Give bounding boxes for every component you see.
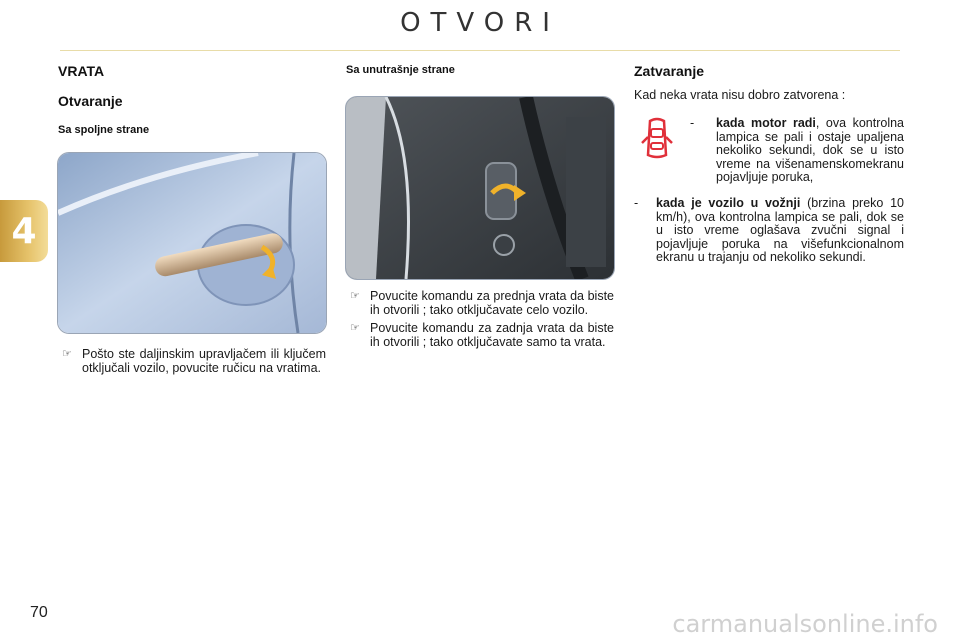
header-rule [60,50,900,51]
subsection-title: Otvaranje [58,93,123,109]
inside-title: Sa unutrašnje strane [346,64,455,76]
chapter-number: 4 [11,210,37,252]
outside-title: Sa spoljne strane [58,124,150,136]
watermark: carmanualsonline.info [672,610,938,638]
chapter-tab [0,200,48,262]
inside-handle-figure [345,96,615,280]
list-item: ☞ Povucite komandu za zadnja vrata da biste ih otvorili ; tako otključavate samo ta vrata. [350,321,614,349]
door-open-warning-icon [640,117,674,161]
closing-title: Zatvaranje [634,63,705,79]
outside-handle-illustration [58,153,326,333]
pointing-hand-icon: ☞ [62,348,72,360]
closing-intro: Kad neka vrata nisu dobro zatvorena : [634,88,846,102]
outside-handle-figure [57,152,327,334]
page-number: 70 [30,604,48,621]
closing-item-driving: - kada je vozilo u vožnji (brzina preko 10 km/h), ova kontrolna lampica se pali, dok se u isto vreme oglašava zvučni signal i pojavljuje poruka na višefunkcionalnom ekranu u trajanju od nekoliko sekundi. [634,196,904,264]
section-title: VRATA [58,63,105,79]
closing-item-engine: - kada motor radi, ova kontrolna lampica se pali i ostaje upaljena nekoliko sekundi, dok se u isto vreme na višenamenskomekranu pojavljuje poruka, [690,116,904,184]
page-header: OTVORI [400,8,560,38]
inside-handle-illustration [346,97,614,279]
list-item: ☞ Povucite komandu za prednja vrata da biste ih otvorili ; tako otključavate celo vozilo. [350,289,614,317]
outside-bullets [58,347,326,379]
list-item: ☞ Pošto ste daljinskim upravljačem ili ključem otključali vozilo, povucite ručicu na vratima. [62,347,326,375]
pointing-hand-icon: ☞ [350,290,360,302]
pointing-hand-icon: ☞ [350,322,360,334]
inside-bullets [346,289,614,353]
